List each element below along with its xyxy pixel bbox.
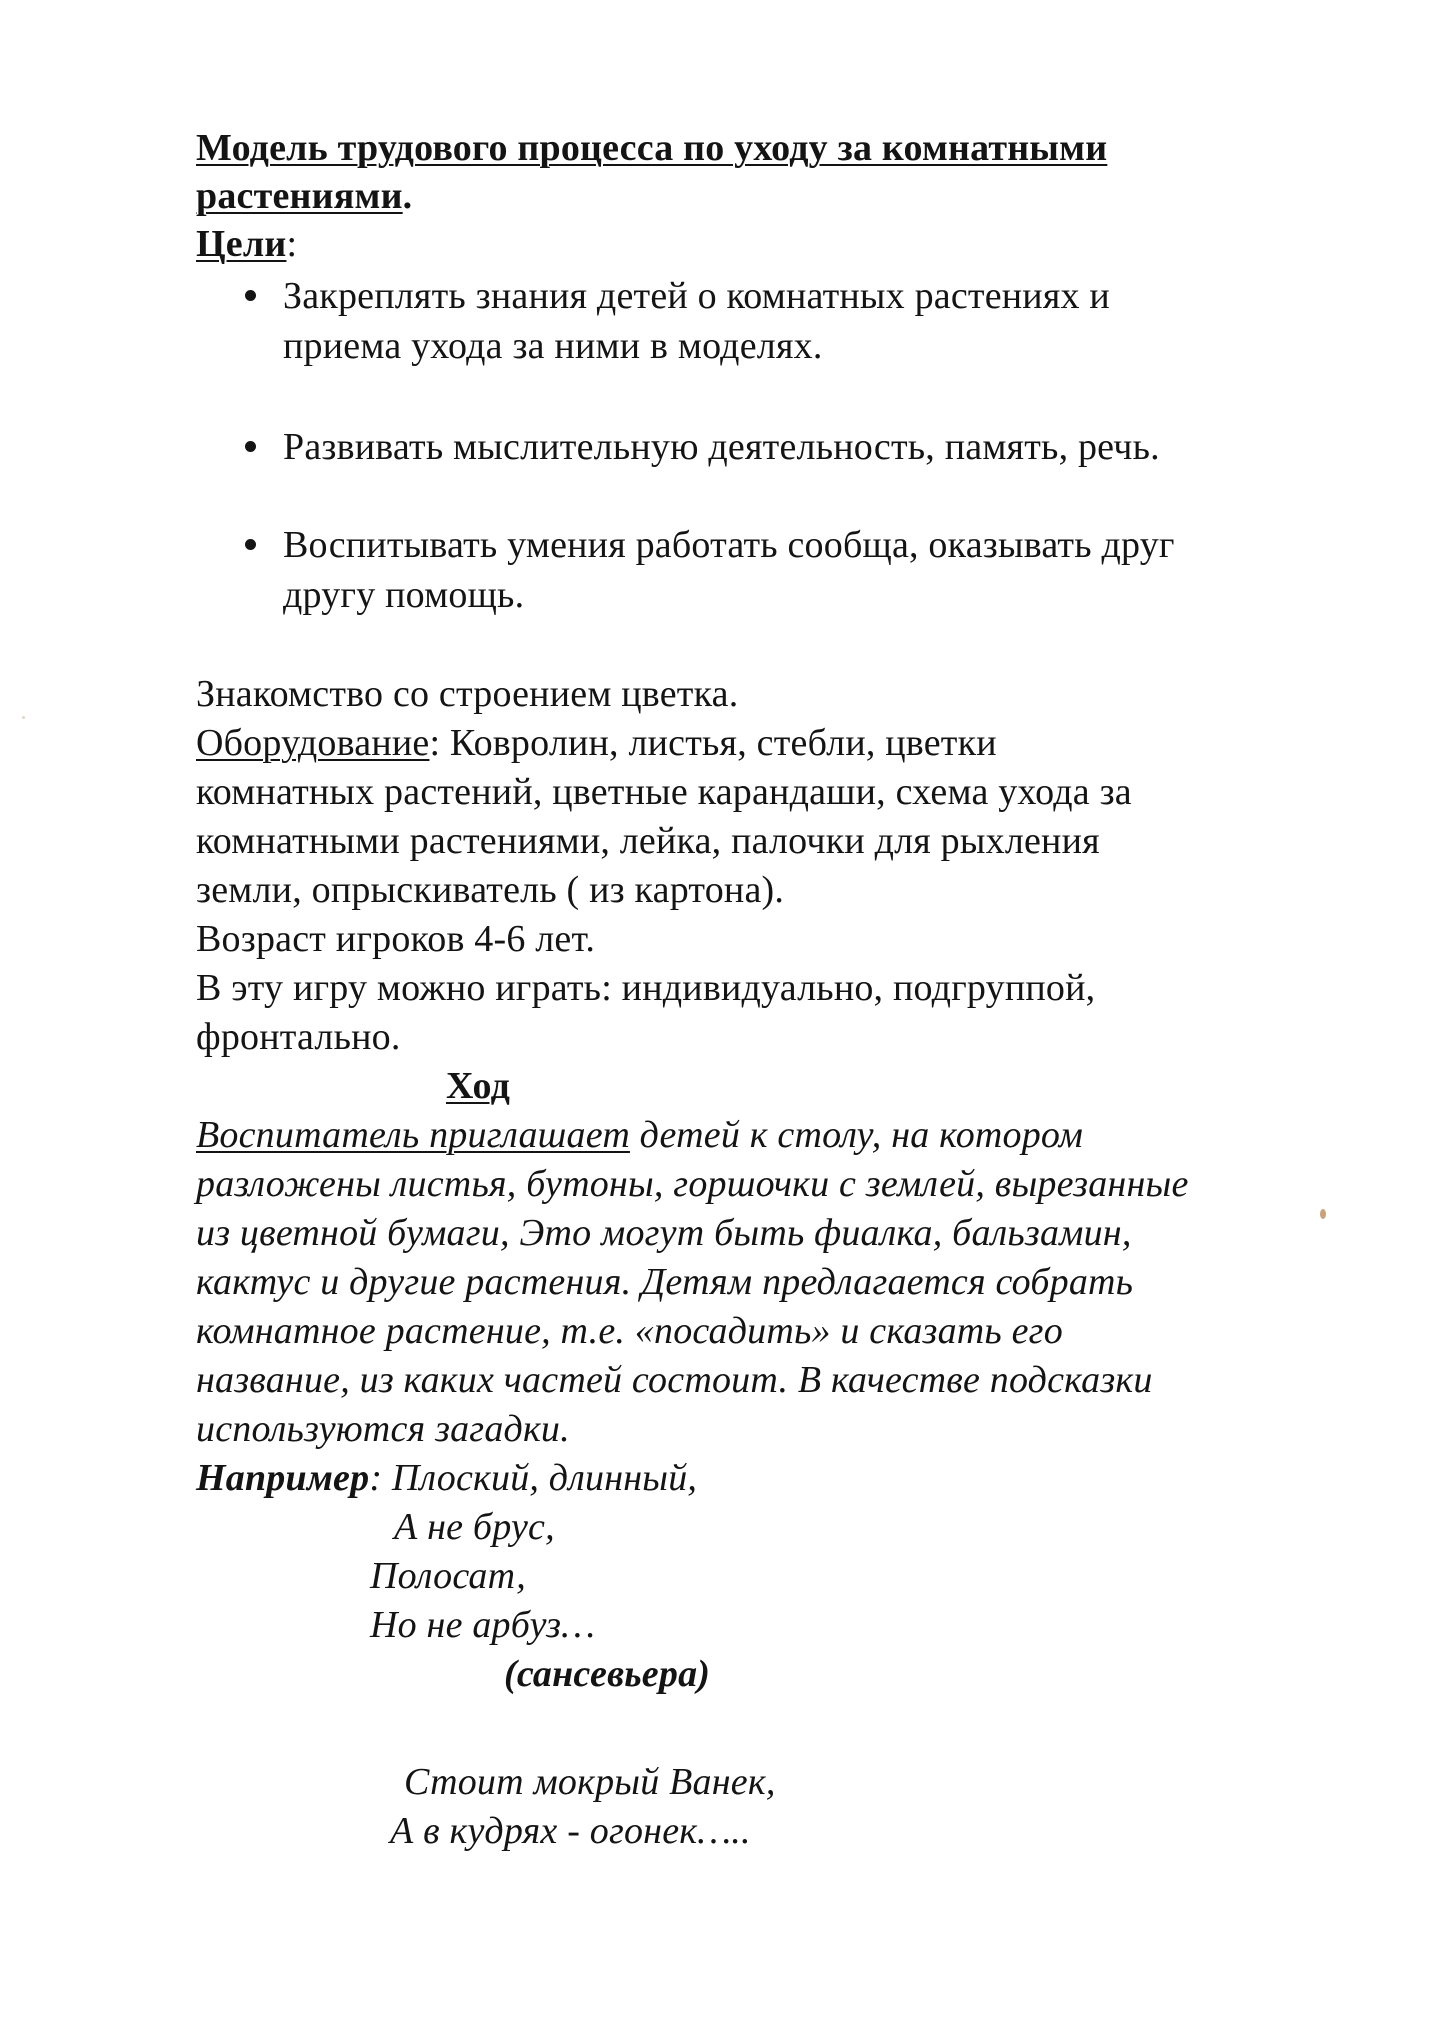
riddle-1-line-2: Полосат, bbox=[370, 1555, 526, 1597]
bullet-icon bbox=[245, 290, 256, 301]
title-text-2: растениями bbox=[196, 175, 403, 217]
course-heading-text: Ход bbox=[446, 1065, 511, 1107]
goals-heading bbox=[196, 220, 297, 268]
age-text: Возраст игроков 4-6 лет. bbox=[196, 918, 596, 960]
course-line-7: используются загадки. bbox=[196, 1408, 570, 1450]
equipment-label: Оборудование bbox=[196, 722, 430, 764]
riddle-2-line-2: А в кудрях - огонек….. bbox=[390, 1810, 751, 1852]
bullet-icon bbox=[245, 539, 256, 550]
goals-colon: : bbox=[286, 223, 298, 265]
goals-label: Цели bbox=[196, 223, 287, 265]
title-line-1 bbox=[196, 124, 1107, 172]
goal-3-line-1: Воспитывать умения работать сообща, оказывать друг bbox=[283, 524, 1175, 566]
example-first-line: : Плоский, длинный, bbox=[369, 1457, 698, 1499]
course-line-2: разложены листья, бутоны, горшочки с землей, вырезанные bbox=[196, 1163, 1189, 1205]
riddle-2-line-1: Стоит мокрый Ванек, bbox=[404, 1761, 776, 1803]
scan-speck bbox=[1320, 1209, 1326, 1219]
goal-3-line-2: другу помощь. bbox=[283, 574, 525, 616]
intro-text: Знакомство со строением цветка. bbox=[196, 673, 739, 715]
course-line-1 bbox=[196, 1111, 1083, 1159]
equipment-line-4: земли, опрыскиватель ( из картона). bbox=[196, 869, 785, 911]
scan-speck bbox=[22, 716, 25, 719]
goal-2-line-1: Развивать мыслительную деятельность, память, речь. bbox=[283, 426, 1160, 468]
riddle-1-line-1: А не брус, bbox=[394, 1506, 555, 1548]
bullet-icon bbox=[245, 441, 256, 452]
course-line-1-underlined: Воспитатель приглашает bbox=[196, 1114, 630, 1156]
title-period: . bbox=[402, 175, 413, 217]
example-line bbox=[196, 1454, 697, 1502]
goal-1-line-1: Закреплять знания детей о комнатных растениях и bbox=[283, 275, 1110, 317]
course-line-1-rest: детей к столу, на котором bbox=[629, 1114, 1084, 1156]
equipment-line-1-rest: : Ковролин, листья, стебли, цветки bbox=[429, 722, 997, 764]
course-line-6: название, из каких частей состоит. В качестве подсказки bbox=[196, 1359, 1153, 1401]
course-heading bbox=[446, 1062, 510, 1110]
title-text-1: Модель трудового процесса по уходу за комнатными bbox=[196, 127, 1108, 169]
equipment-line-2: комнатных растений, цветные карандаши, схема ухода за bbox=[196, 771, 1132, 813]
course-line-4: кактус и другие растения. Детям предлагается собрать bbox=[196, 1261, 1134, 1303]
equipment-line-1 bbox=[196, 719, 997, 767]
course-line-3: из цветной бумаги, Это могут быть фиалка, бальзамин, bbox=[196, 1212, 1132, 1254]
riddle-1-answer: (сансевьера) bbox=[504, 1653, 711, 1695]
play-mode-line-1: В эту игру можно играть: индивидуально, подгруппой, bbox=[196, 967, 1096, 1009]
example-label: Например bbox=[196, 1457, 370, 1499]
riddle-1-line-3: Но не арбуз… bbox=[370, 1604, 596, 1646]
course-line-5: комнатное растение, т.е. «посадить» и сказать его bbox=[196, 1310, 1063, 1352]
title-line-2 bbox=[196, 172, 412, 220]
goal-1-line-2: приема ухода за ними в моделях. bbox=[283, 325, 823, 367]
equipment-line-3: комнатными растениями, лейка, палочки для рыхления bbox=[196, 820, 1100, 862]
play-mode-line-2: фронтально. bbox=[196, 1016, 401, 1058]
